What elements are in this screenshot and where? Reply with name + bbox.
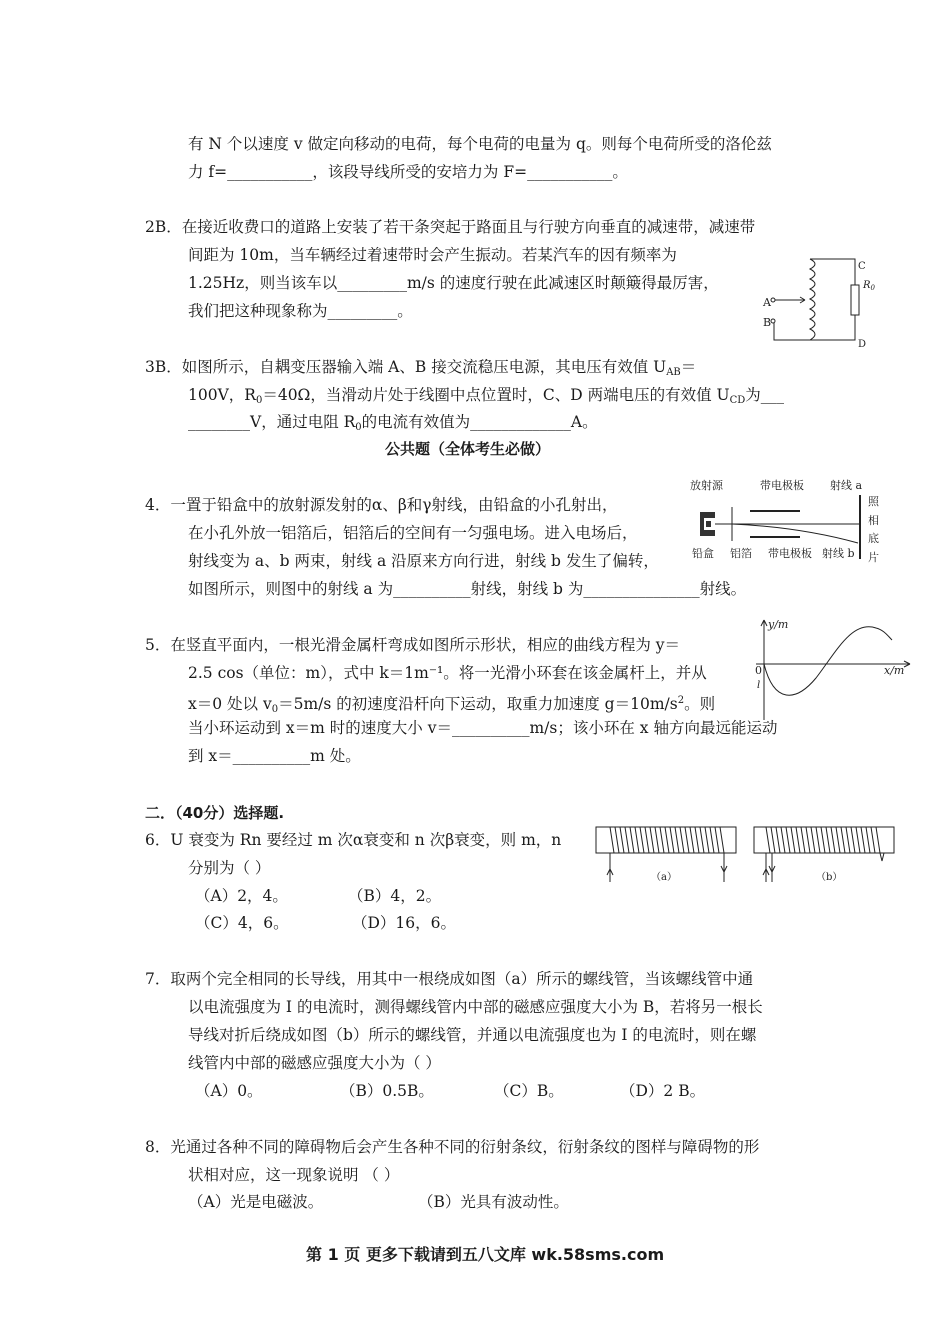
section-two-heading: 二．（40分）选择题. — [145, 804, 285, 822]
section-public-heading: 公共题（全体考生必做） — [385, 440, 551, 458]
cosine-curve-figure — [752, 612, 912, 727]
q2b-line-3: 1.25Hz，则当该车以_________m/s 的速度行驶在此减速区时颠簸得最厉害， — [188, 274, 719, 292]
q1-line-1: 有 N 个以速度 v 做定向移动的电荷，每个电荷的电量为 q。则每个电荷所受的洛伦兹 — [188, 135, 772, 153]
q8-line-1: 8．光通过各种不同的障碍物后会产生各种不同的衍射条纹，衍射条纹的图样与障碍物的形 — [145, 1138, 760, 1156]
film-char-4: 片 — [868, 551, 879, 564]
label-lead-box: 铅盒 — [692, 547, 714, 560]
label-source: 放射源 — [690, 479, 723, 492]
x-axis-label: x/m — [884, 664, 905, 677]
label-a: A — [763, 296, 771, 309]
autotransformer-figure — [760, 255, 890, 350]
page-footer: 第 1 页 更多下载请到五八文库 wk.58sms.com — [306, 1245, 665, 1264]
label-a: （a） — [651, 872, 677, 883]
q7-option-b: （B）0.5B。 — [340, 1082, 434, 1100]
q5-line-1: 5．在竖直平面内，一根光滑金属杆弯成如图所示形状，相应的曲线方程为 y＝ — [145, 636, 681, 654]
label-ray-a: 射线 a — [830, 479, 863, 492]
q2b-line-4: 我们把这种现象称为_________。 — [188, 302, 413, 320]
q7-line-1: 7．取两个完全相同的长导线，用其中一根绕成如图（a）所示的螺线管，当该螺线管中通 — [145, 970, 754, 988]
q4-line-3: 射线变为 a、b 两束，射线 a 沿原来方向行进，射线 b 发生了偏转， — [188, 552, 659, 570]
q3b-line-2: 100V，$R_0=40\Omega$，当滑动片处于线圈中点位置时，C、D 两端电压的有效值 $U_{CD}$为___ — [188, 386, 785, 406]
q6-option-d: （D）16，6。 — [352, 914, 457, 932]
q2b-line-2: 间距为 10m，当车辆经过着速带时会产生振动。若某汽车的因有频率为 — [188, 246, 677, 264]
label-d: D — [858, 339, 867, 350]
label-plate-top: 带电极板 — [760, 479, 804, 492]
origin-label: 0 — [755, 664, 762, 677]
q5-line-4: 当小环运动到 x＝m 时的速度大小 v＝__________m/s；该小环在 x 轴方向最远能运动 — [188, 719, 778, 737]
y-axis-label: y/m — [768, 618, 789, 631]
q7-option-c: （C）B。 — [494, 1082, 564, 1100]
film-char-3: 底 — [868, 532, 879, 545]
film-char-1: 照 — [868, 495, 879, 508]
radiation-figure — [690, 475, 890, 565]
label-b: B — [763, 316, 772, 329]
label-plate-bottom: 带电极板 — [768, 547, 812, 560]
q6-option-b: （B）4，2。 — [348, 887, 442, 905]
label-foil: 铝箔 — [730, 547, 752, 560]
q6-option-a: （A）2，4。 — [195, 887, 288, 905]
solenoid-figure — [596, 822, 916, 887]
q5-line-3: x＝0 处以 $v_0=5m/s$ 的初速度沿杆向下运动，取重力加速度 $g=10m/s^2$。则 — [188, 695, 716, 715]
q5-line-5: 到 x＝__________m 处。 — [188, 747, 361, 765]
q7-option-a: （A）0。 — [195, 1082, 263, 1100]
film-char-2: 相 — [868, 514, 879, 527]
q7-line-4: 线管内中部的磁感应强度大小为（ ） — [188, 1054, 441, 1072]
q8-line-2: 状相对应，这一现象说明 （ ） — [188, 1166, 400, 1184]
q1-line-2: 力 f=___________，该段导线所受的安培力为 F=___________。 — [188, 163, 628, 181]
q4-line-1: 4．一置于铅盒中的放射源发射的α、β和γ射线，由铅盒的小孔射出， — [145, 496, 618, 514]
q4-line-4: 如图所示，则图中的射线 a 为__________射线，射线 b 为_______________射线。 — [188, 580, 747, 598]
l-label: l — [757, 680, 761, 691]
q8-option-b: （B）光具有波动性。 — [418, 1193, 569, 1211]
q6-option-c: （C）4，6。 — [195, 914, 289, 932]
q5-line-2: 2.5 cos（单位：m），式中 k＝1m⁻¹。将一光滑小环套在该金属杆上，并从 — [188, 664, 707, 682]
q6-line-2: 分别为（ ） — [188, 859, 271, 877]
label-r0: $R_0$ — [863, 280, 875, 292]
q3b-line-3: ________V，通过电阻 $R_0$的电流有效值为_____________A。 — [188, 413, 598, 433]
q6-line-1: 6．U 衰变为 Rn 要经过 m 次α衰变和 n 次β衰变，则 m，n — [145, 831, 562, 849]
label-b: （b） — [816, 872, 843, 883]
q2b-line-1: 2B．在接近收费口的道路上安装了若干条突起于路面且与行驶方向垂直的减速带，减速带 — [145, 218, 756, 236]
label-c: C — [858, 261, 866, 272]
q7-line-3: 导线对折后绕成如图（b）所示的螺线管，并通以电流强度也为 I 的电流时，则在螺 — [188, 1026, 757, 1044]
q7-line-2: 以电流强度为 I 的电流时，测得螺线管内中部的磁感应强度大小为 B，若将另一根长 — [188, 998, 763, 1016]
q8-option-a: （A）光是电磁波。 — [188, 1193, 324, 1211]
q4-line-2: 在小孔外放一铝箔后，铝箔后的空间有一匀强电场。进入电场后， — [188, 524, 638, 542]
q7-option-d: （D）2 B。 — [620, 1082, 706, 1100]
q3b-line-1: 3B．如图所示，自耦变压器输入端 A、B 接交流稳压电源，其电压有效值 $U_{AB}=$ — [145, 358, 697, 378]
label-ray-b: 射线 b — [822, 547, 855, 560]
